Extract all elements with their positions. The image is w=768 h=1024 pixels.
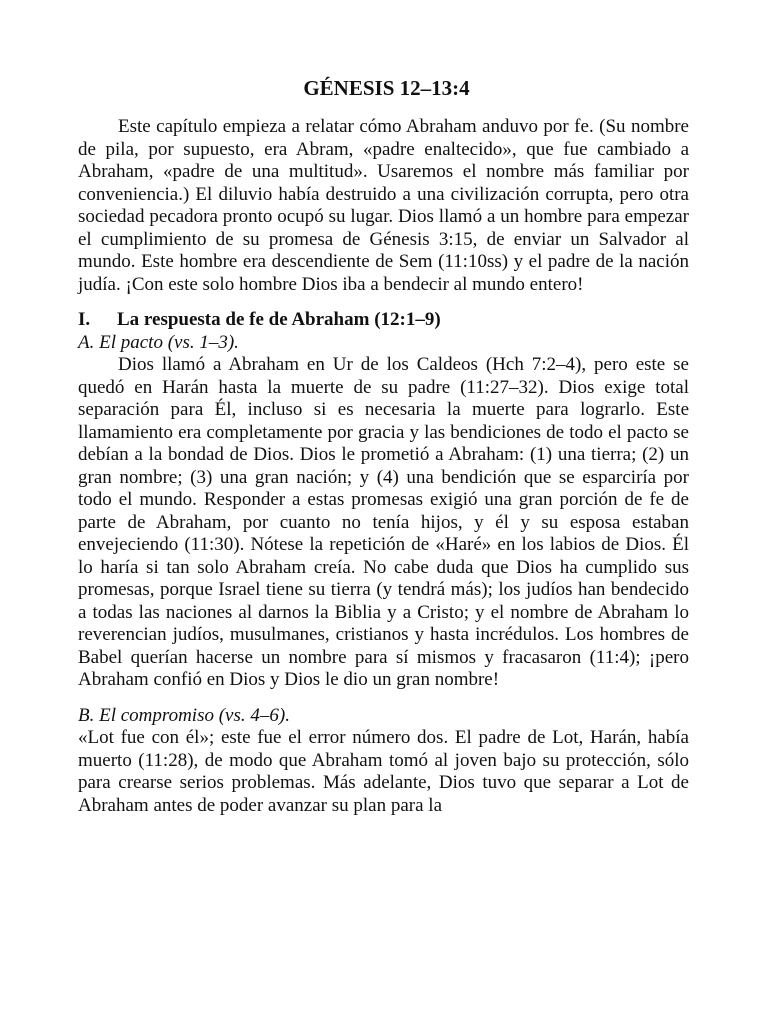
subsection-a-paragraph: Dios llamó a Abraham en Ur de los Caldeos (Hch 7:2–4), pero este se quedó en Harán hasta la muerte de su padre (11:27–32). Dios exige total separación para Él, incluso si es necesaria la muerte para lograrlo. Este llamamiento era completamente por gracia y las bendiciones de todo el pacto se debían a la bondad de Dios. Dios le prometió a Abraham: (1) una tierra; (2) un gran nombre; (3) una gran nación; y (4) una bendición que se esparciría por todo el mundo. Responder a estas promesas exigió una gran porción de fe de parte de Abraham, por cuanto no tenía hijos, y él y su esposa estaban envejeciendo (11:30). Nótese la repetición de «Haré» en los labios de Dios. Él lo haría si tan solo Abraham creía. No cabe duda que Dios ha cumplido sus promesas, porque Israel tiene su tierra (y tendrá más); los judíos han bendecido a todas las naciones al darnos la Biblia y a Cristo; y el nombre de Abraham lo reverencian judíos, musulmanes, cristianos y hasta incrédulos. Los hombres de Babel querían hacerse un nombre para sí mismos y fracasaron (11:4); ¡pero Abraham confió en Dios y Dios le dio un gran nombre!: [78, 354, 689, 690]
section-heading: [78, 309, 689, 332]
intro-paragraph: Este capítulo empieza a relatar cómo Abraham anduvo por fe. (Su nombre de pila, por supuesto, era Abram, «padre enaltecido», que fue cambiado a Abraham, «padre de una multitud». Usaremos el nombre más familiar por conveniencia.) El diluvio había destruido a una civilización corrupta, pero otra sociedad pecadora pronto ocupó su lugar. Dios llamó a un hombre para empezar el cumplimiento de su promesa de Génesis 3:15, de enviar un Salvador al mundo. Este hombre era descendiente de Sem (11:10ss) y el padre de la nación judía. ¡Con este solo hombre Dios iba a bendecir al mundo entero!: [78, 116, 689, 295]
section-title: La respuesta de fe de Abraham (12:1–9): [117, 309, 441, 330]
subsection-b-heading: B. El compromiso (vs. 4–6).: [78, 704, 290, 726]
section-number: I.: [78, 309, 91, 330]
subsection-a-heading: A. El pacto (vs. 1–3).: [78, 331, 239, 353]
paragraph-spacer: [78, 692, 689, 705]
subsection-b-paragraph: «Lot fue con él»; este fue el error número dos. El padre de Lot, Harán, había muerto (11:28), de modo que Abraham tomó al joven bajo su protección, sólo para crearse serios problemas. Más adelante, Dios tuvo que separar a Lot de Abraham antes de poder avanzar su plan para la: [78, 727, 689, 816]
page-title: GÉNESIS 12–13:4: [303, 76, 470, 100]
document-page: [78, 74, 689, 817]
